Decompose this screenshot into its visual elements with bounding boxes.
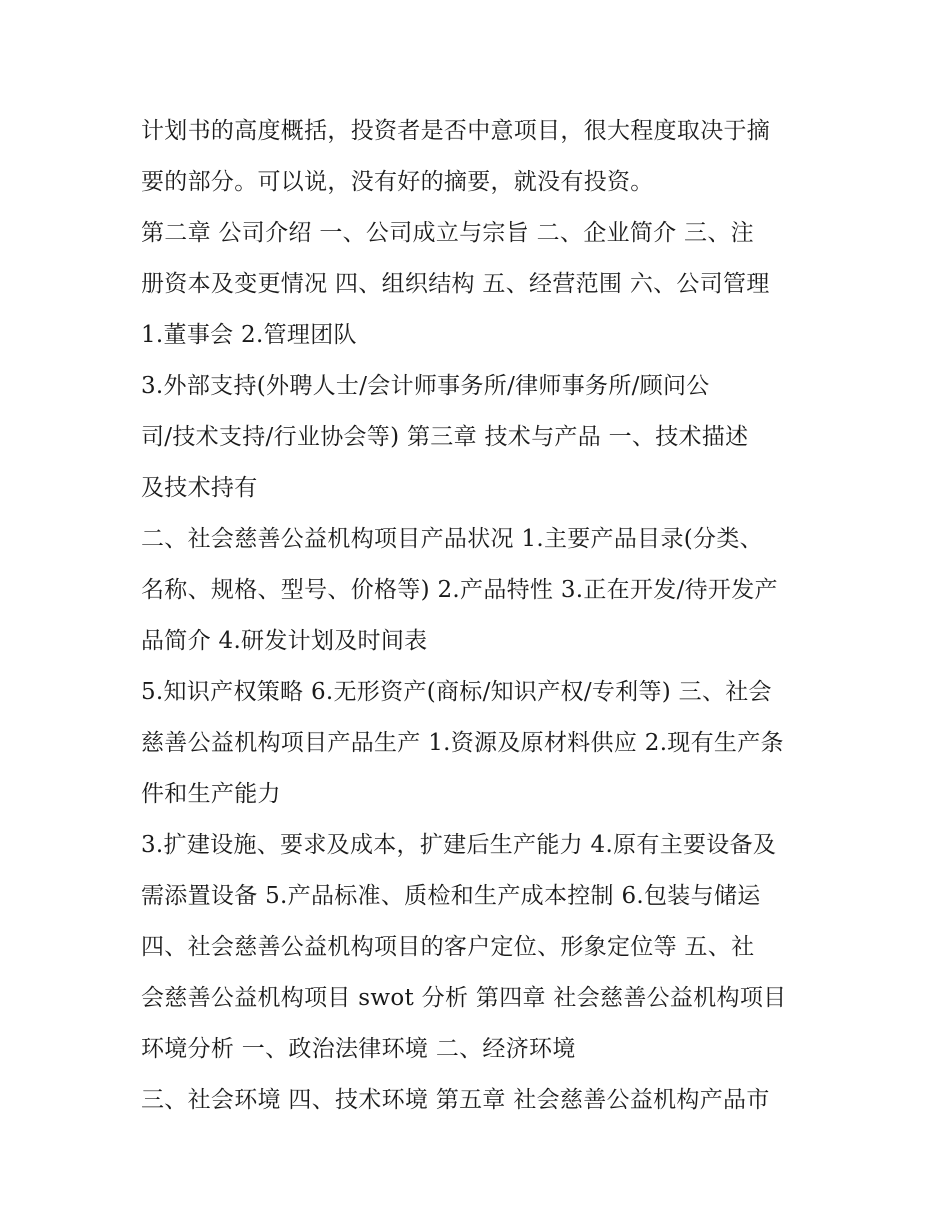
text-line: 品简介 4.研发计划及时间表 [141,628,428,654]
text-line: 四、社会慈善公益机构项目的客户定位、形象定位等 五、社 [141,934,755,960]
text-line: 会慈善公益机构项目 swot 分析 第四章 社会慈善公益机构项目 [141,985,787,1011]
text-line: 1.董事会 2.管理团队 [141,322,357,348]
text-line: 5.知识产权策略 6.无形资产(商标/知识产权/专利等) 三、社会 [141,679,772,705]
text-line: 及技术持有 [141,475,258,501]
text-line: 计划书的高度概括，投资者是否中意项目，很大程度取决于摘 [141,118,771,144]
text-line: 3.扩建设施、要求及成本，扩建后生产能力 4.原有主要设备及 [141,832,777,858]
document-body [141,106,821,1126]
text-line: 名称、规格、型号、价格等) 2.产品特性 3.正在开发/待开发产 [141,577,778,603]
text-line: 3.外部支持(外聘人士/会计师事务所/律师事务所/顾问公 [141,373,710,399]
text-line: 三、社会环境 四、技术环境 第五章 社会慈善公益机构产品市 [141,1087,770,1113]
text-line: 环境分析 一、政治法律环境 二、经济环境 [141,1036,576,1062]
text-line: 要的部分。可以说，没有好的摘要，就没有投资。 [141,169,654,195]
text-line: 册资本及变更情况 四、组织结构 五、经营范围 六、公司管理 [141,271,770,297]
text-line: 第二章 公司介绍 一、公司成立与宗旨 二、企业简介 三、注 [141,220,754,246]
text-line: 慈善公益机构项目产品生产 1.资源及原材料供应 2.现有生产条 [141,730,784,756]
text-line: 二、社会慈善公益机构项目产品状况 1.主要产品目录(分类、 [141,526,763,552]
text-line: 件和生产能力 [141,781,281,807]
text-line: 需添置设备 5.产品标准、质检和生产成本控制 6.包装与储运 [141,883,761,909]
text-line: 司/技术支持/行业协会等) 第三章 技术与产品 一、技术描述 [141,424,749,450]
